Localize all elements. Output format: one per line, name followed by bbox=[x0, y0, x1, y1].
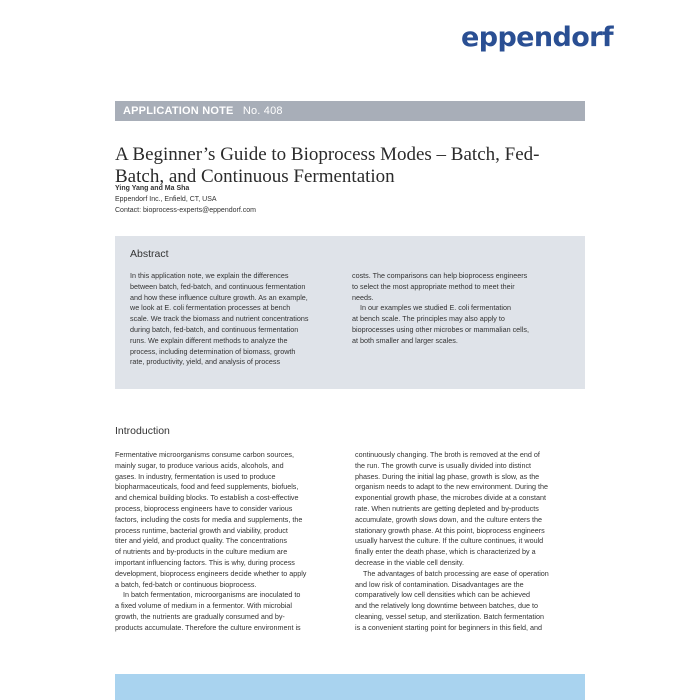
author-contact: Contact: bioprocess-experts@eppendorf.com bbox=[115, 207, 256, 214]
intro-line: and the relatively long downtime between batches, due to bbox=[355, 601, 539, 611]
intro-line: products accumulate. Therefore the culture environment is bbox=[115, 622, 301, 632]
intro-line: In batch fermentation, microorganisms are inoculated to bbox=[123, 590, 301, 600]
intro-line: and chemical building blocks. To establish a cost-effective bbox=[115, 493, 299, 503]
intro-column-left bbox=[115, 450, 350, 634]
author-affiliation: Eppendorf Inc., Enfield, CT, USA bbox=[115, 196, 217, 203]
intro-line: Fermentative microorganisms consume carbon sources, bbox=[115, 450, 294, 459]
intro-line: decrease in the viable cell density. bbox=[355, 557, 464, 567]
author-block bbox=[115, 183, 256, 216]
introduction-heading: Introduction bbox=[115, 425, 170, 437]
intro-line: and low risk of contamination. Disadvantages are the bbox=[355, 579, 524, 589]
abstract-line: rate, productivity, yield, and analysis of process bbox=[130, 357, 281, 367]
footer-bar bbox=[115, 674, 585, 700]
intro-line: continuously changing. The broth is removed at the end of bbox=[355, 450, 540, 459]
intro-line: the run. The growth curve is usually divided into distinct bbox=[355, 460, 532, 470]
application-note-bar bbox=[115, 101, 585, 121]
intro-line: important influencing factors. This is why, during process bbox=[115, 557, 295, 567]
abstract-line: during batch, fed-batch, and continuous fermentation bbox=[130, 324, 299, 334]
abstract-line: scale. We track the biomass and nutrient concentrations bbox=[130, 314, 309, 324]
note-label: APPLICATION NOTE bbox=[123, 105, 234, 117]
abstract-line: at bench scale. The principles may also apply to bbox=[352, 314, 505, 324]
intro-column-right bbox=[355, 450, 587, 634]
abstract-line: runs. We explain different methods to analyze the bbox=[130, 335, 288, 345]
intro-line: factors, including the costs for media and supplements, the bbox=[115, 514, 303, 524]
abstract-heading: Abstract bbox=[130, 248, 169, 260]
eppendorf-logo: eppendorf bbox=[461, 22, 614, 53]
intro-line: comparatively low cell densities which can be achieved bbox=[355, 590, 530, 600]
intro-line: organism needs to adapt to the new environment. During the bbox=[355, 482, 548, 492]
abstract-box bbox=[115, 236, 585, 389]
intro-line: accumulate, growth slows down, and the culture enters the bbox=[355, 514, 542, 524]
intro-line: growth, the nutrients are gradually consumed and by- bbox=[115, 611, 285, 621]
intro-line: a fixed volume of medium in a fermentor. With microbial bbox=[115, 601, 292, 611]
intro-line: mainly sugar, to produce various acids, alcohols, and bbox=[115, 460, 284, 470]
intro-line: of nutrients and by-products in the culture medium are bbox=[115, 547, 288, 557]
intro-line: a batch, fed-batch or continuous bioprocess. bbox=[115, 579, 257, 589]
intro-line: titer and yield, and product quality. The concentrations bbox=[115, 536, 287, 546]
intro-line: finally enter the death phase, which is characterized by a bbox=[355, 547, 536, 557]
abstract-line: In this application note, we explain the differences bbox=[130, 271, 289, 280]
author-names: Ying Yang and Ma Sha bbox=[115, 185, 190, 192]
abstract-line: costs. The comparisons can help bioprocess engineers bbox=[352, 271, 528, 280]
intro-line: biopharmaceuticals, food and feed supplements, biofuels, bbox=[115, 482, 299, 492]
intro-line: process runtime, bacterial growth and viability, product bbox=[115, 525, 288, 535]
intro-line: cleaning, vessel setup, and sterilization. Batch fermentation bbox=[355, 611, 544, 621]
note-number: No. 408 bbox=[242, 105, 283, 117]
intro-line: development, bioprocess engineers decide whether to apply bbox=[115, 568, 307, 578]
intro-line: gases. In industry, fermentation is used to produce bbox=[115, 471, 276, 481]
abstract-line: In our examples we studied E. coli fermentation bbox=[360, 303, 512, 313]
abstract-line: between batch, fed-batch, and continuous fermentation bbox=[130, 281, 306, 291]
intro-line: rate. When nutrients are getting depleted and by-products bbox=[355, 503, 539, 513]
intro-line: is a convenient starting point for beginners in this field, and bbox=[355, 622, 542, 632]
intro-line: The advantages of batch processing are ease of operation bbox=[363, 568, 549, 578]
abstract-line: and how these influence culture growth. As an example, bbox=[130, 292, 308, 302]
intro-line: usually harvest the culture. If the culture continues, it would bbox=[355, 536, 544, 546]
abstract-column-left bbox=[130, 271, 345, 368]
abstract-line: bioprocesses using other microbes or mammalian cells, bbox=[352, 324, 529, 334]
abstract-line: needs. bbox=[352, 292, 374, 302]
intro-line: process, bioprocess engineers have to consider various bbox=[115, 503, 293, 513]
intro-line: exponential growth phase, the microbes divide at a constant bbox=[355, 493, 546, 503]
abstract-line: we look at E. coli fermentation processes at bench bbox=[130, 303, 291, 313]
intro-line: phases. During the initial lag phase, growth is slow, as the bbox=[355, 471, 540, 481]
abstract-column-right bbox=[352, 271, 577, 347]
abstract-line: at both smaller and larger scales. bbox=[352, 335, 458, 345]
document-title: A Beginner’s Guide to Bioprocess Modes – Batch, Fed-Batch, and Continuous Fermentation bbox=[115, 144, 540, 187]
intro-line: stationary growth phase. At this point, bioprocess engineers bbox=[355, 525, 545, 535]
abstract-line: to select the most appropriate method to meet their bbox=[352, 281, 515, 291]
abstract-line: process, including determination of biomass, growth bbox=[130, 346, 296, 356]
